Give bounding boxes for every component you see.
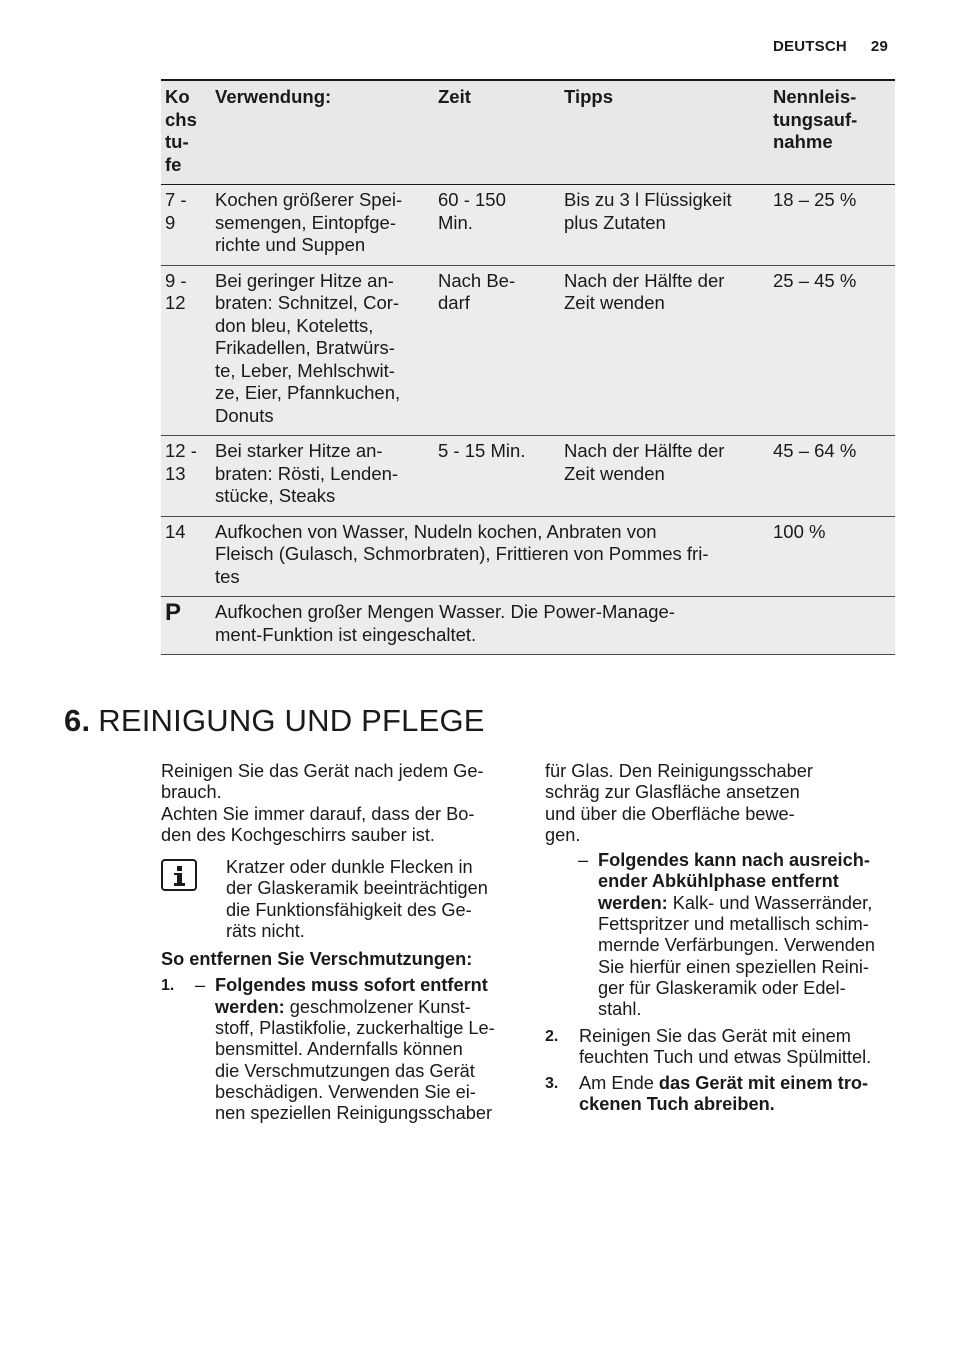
right-column: [545, 761, 905, 1116]
cell-leistung: 25 – 45 %: [773, 269, 857, 291]
step-1-bold: Folgendes muss sofort entfernt werden:: [215, 975, 488, 1017]
step-number: 3.: [545, 1075, 559, 1093]
cell-verwendung: Bei starker Hitze an- braten: Rösti, Lenden- stücke, Steaks: [215, 440, 399, 506]
left-column: [161, 761, 521, 1125]
cell-tipps: Bis zu 3 l Flüssigkeit plus Zutaten: [564, 189, 732, 233]
intro-paragraph-2: Achten Sie immer darauf, dass der Bo- den des Kochgeschirrs sauber ist.: [161, 803, 475, 845]
cell-zeit: 60 - 150 Min.: [438, 189, 506, 233]
intro-paragraph-1: Reinigen Sie das Gerät nach jedem Ge- brauch.: [161, 761, 484, 803]
section-number: 6.: [64, 703, 91, 738]
cell-stufe-power: P: [165, 599, 182, 626]
step-2-text: Reinigen Sie das Gerät mit einem feuchten Tuch und etwas Spülmittel.: [579, 1025, 872, 1067]
cell-tipps: Nach der Hälfte der Zeit wenden: [564, 269, 725, 313]
table-row: [161, 516, 895, 597]
cell-verwendung: Bei geringer Hitze an- braten: Schnitzel, Cor- don bleu, Koteletts, Frikadellen, Bratwürs- te, Leber, Mehlschwit- ze, Eier, Pfannkuchen, Donuts: [215, 269, 401, 426]
info-icon: [161, 859, 197, 891]
list-dash: –: [195, 975, 206, 996]
page-number: 29: [870, 38, 888, 55]
section-title: [64, 703, 485, 739]
col-header-tipps: Tipps: [564, 86, 613, 107]
cell-tipps: Nach der Hälfte der Zeit wenden: [564, 440, 725, 484]
cell-stufe: 14: [165, 520, 186, 542]
table-row: [161, 597, 895, 655]
step-3: [545, 1073, 905, 1116]
cell-stufe: 7 - 9: [165, 189, 187, 233]
step-1-text: geschmolzener Kunst- stoff, Plastikfolie, zuckerhaltige Le- bensmittel. Andernfalls können die Verschmutzungen das Gerät beschädigen. Verwenden Sie ei- nen speziellen Reinigungsschaber: [215, 996, 495, 1124]
col-header-leistung: Nennleis- tungsauf- nahme: [773, 86, 858, 152]
info-text: Kratzer oder dunkle Flecken in der Glaskeramik beeinträchtigen die Funktionsfähigkeit des Ge- räts nicht.: [226, 857, 488, 942]
cell-leistung: 100 %: [773, 520, 826, 542]
cell-stufe: 12 - 13: [165, 440, 197, 484]
table-row: [161, 436, 895, 517]
table-header-row: [161, 80, 895, 185]
step-number: 1.: [161, 977, 175, 995]
info-note: [161, 857, 521, 949]
table-row: [161, 185, 895, 266]
step-1-continuation: für Glas. Den Reinigungsschaber schräg zur Glasfläche ansetzen und über die Oberfläche bewe- gen.: [545, 761, 813, 845]
cell-verwendung: Kochen größerer Spei- semengen, Eintopfge- richte und Suppen: [215, 189, 403, 255]
step-number: 2.: [545, 1027, 559, 1045]
cell-leistung: 45 – 64 %: [773, 440, 857, 461]
list-dash: –: [578, 850, 589, 871]
col-header-stufe: Ko chs tu- fe: [165, 86, 197, 175]
section-title-text: REINIGUNG UND PFLEGE: [98, 703, 485, 738]
page-header: [773, 38, 888, 55]
cooking-table: [161, 79, 895, 655]
cell-zeit: Nach Be- darf: [438, 269, 516, 313]
col-header-verwendung: Verwendung:: [215, 86, 332, 107]
table-row: [161, 265, 895, 436]
cell-verwendung: Aufkochen von Wasser, Nudeln kochen, Anbraten von Fleisch (Gulasch, Schmorbraten), Frittieren von Pommes fri- tes: [215, 520, 709, 587]
step-3-text: Am Ende: [579, 1073, 659, 1094]
step-1: [161, 975, 521, 1124]
subheading: So entfernen Sie Verschmutzungen:: [161, 949, 473, 970]
cell-zeit: 5 - 15 Min.: [438, 440, 526, 461]
step-3-bold: das Gerät mit einem tro- ckenen Tuch abreiben.: [579, 1073, 869, 1115]
step-1-item-2: [545, 850, 905, 1020]
cell-verwendung: Aufkochen großer Mengen Wasser. Die Power-Manage- ment-Funktion ist eingeschaltet.: [215, 601, 675, 645]
cell-stufe: 9 - 12: [165, 269, 187, 313]
header-language: DEUTSCH: [773, 38, 847, 55]
item-2-text: Kalk- und Wasserränder, Fettspritzer und metallisch schim- mernde Verfärbungen. Verwenden Sie hierfür einen speziellen Reini- ger für Glaskeramik oder Edel- stahl.: [598, 892, 876, 1020]
step-2: [545, 1026, 905, 1069]
item-2-bold: Folgendes kann nach ausreich- ender Abkühlphase entfernt werden:: [598, 850, 870, 913]
cell-leistung: 18 – 25 %: [773, 189, 857, 210]
col-header-zeit: Zeit: [438, 86, 471, 107]
